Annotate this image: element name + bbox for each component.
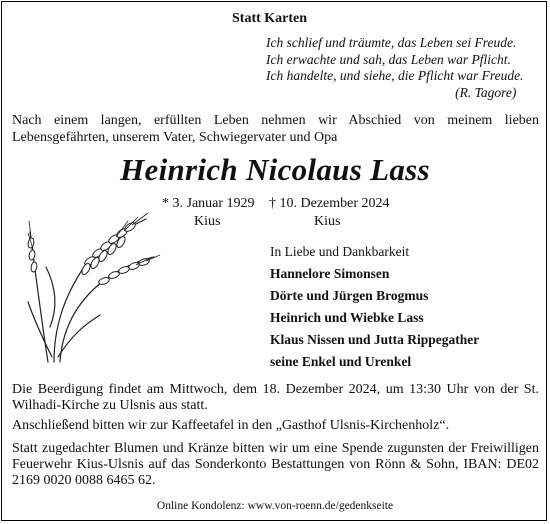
death-place: Kius xyxy=(314,214,341,229)
poem xyxy=(266,35,523,101)
poem-line: Ich erwachte und sah, das Leben war Pflicht. xyxy=(266,51,511,67)
mourner-name: Hannelore Simonsen xyxy=(270,266,390,281)
mourners-block xyxy=(270,241,479,373)
coffee-text: Anschließend bitten wir zur Kaffeetafel in den „Gasthof Ulsnis-Kirchenholz“. xyxy=(12,418,450,433)
mourner-name: Heinrich und Wiebke Lass xyxy=(270,310,424,325)
poem-attribution: (R. Tagore) xyxy=(455,84,517,100)
poem-line: Ich handelte, und siehe, die Pflicht war Freude. xyxy=(266,68,524,83)
mourners-intro: In Liebe und Dankbarkeit xyxy=(270,244,410,259)
mourner-name: Klaus Nissen und Jutta Rippegather xyxy=(270,332,480,347)
condolence-footer: Online Kondolenz: www.von-roenn.de/gedenkseite xyxy=(156,500,394,512)
poem-line: Ich schlief und träumte, das Leben sei Freude. xyxy=(266,35,517,50)
intro-text: Nach einem langen, erfüllten Leben nehmen wir Abschied von meinem lieben Lebensgefährten, unserem Vater, Schwiegervater und Opa xyxy=(12,113,539,145)
mourner-name: seine Enkel und Urenkel xyxy=(270,354,412,369)
heading: Statt Karten xyxy=(232,11,308,26)
donation-text: Statt zugedachter Blumen und Kränze bitten wir um eine Spende zugunsten der Freiwilligen Feuerwehr Kius-Ulsnis auf das Sonderkonto Bestattungen von Rönn & Sohn, IBAN: DE02 2169 0020 0088 6465 62. xyxy=(12,441,539,488)
wheat-illustration xyxy=(24,207,164,367)
deceased-name: Heinrich Nicolaus Lass xyxy=(120,152,430,187)
birth-date: * 3. Januar 1929 xyxy=(162,196,255,211)
funeral-text: Die Beerdigung findet am Mittwoch, dem 18. Dezember 2024, um 13:30 Uhr von der St. Wilhadi-Kirche zu Ulsnis aus statt. xyxy=(12,382,539,413)
death-date: † 10. Dezember 2024 xyxy=(269,196,390,211)
birth-place: Kius xyxy=(194,214,221,229)
mourner-name: Dörte und Jürgen Brogmus xyxy=(270,288,429,303)
